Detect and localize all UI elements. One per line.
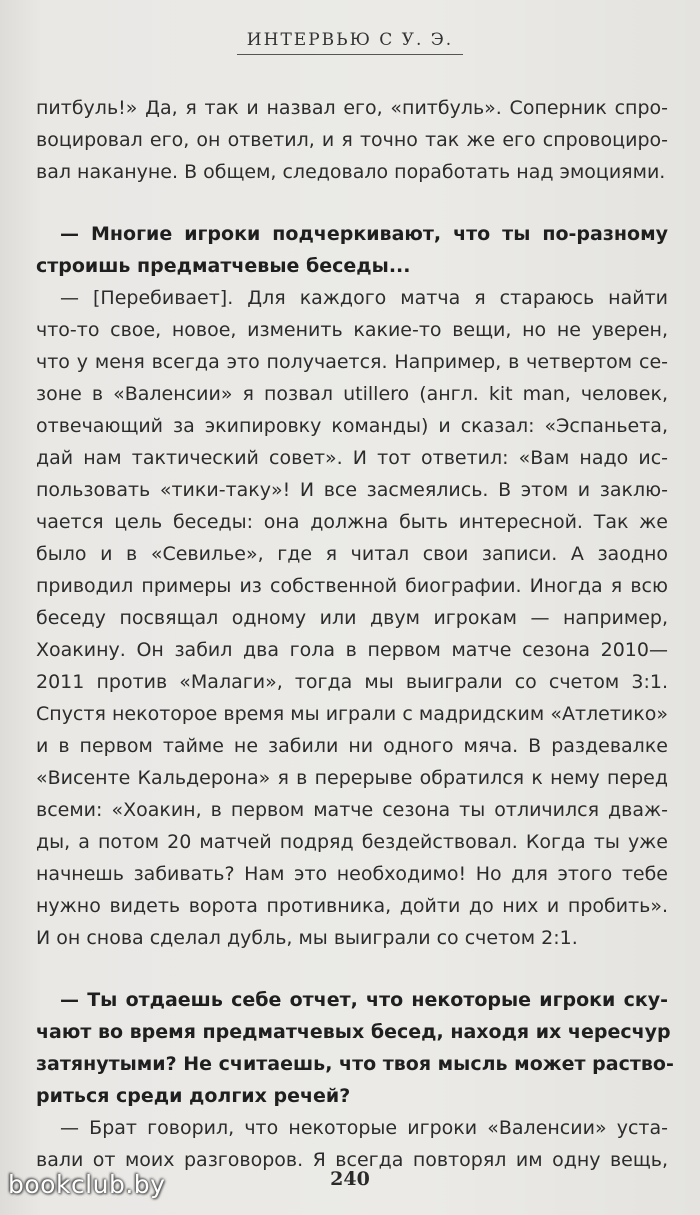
text-line: затянутыми? Не считаешь, что твоя мысль может раство- <box>36 1053 674 1075</box>
text-line: вали от моих разговоров. Я всегда повторял им одну вещь, <box>36 1149 668 1171</box>
text-line: риться среди долгих речей? <box>36 1085 351 1107</box>
text-line: питбуль!» Да, я так и назвал его, «питбуль». Соперник спро- <box>36 97 668 119</box>
running-head-text: ИНТЕРВЬЮ С У. Э. <box>237 30 463 55</box>
text-line: что у меня всегда это получается. Например, в четвертом се- <box>36 351 668 373</box>
text-line: беседу посвящал одному или двум игрокам — например, <box>36 607 668 629</box>
text-line: было и в «Севилье», где я читал свои записи. А заодно <box>36 543 668 565</box>
text-line: начнешь забивать? Нам это необходимо! Но для этого тебе <box>36 863 668 885</box>
text-line: И он снова сделал дубль, мы выиграли со счетом 2:1. <box>36 927 578 949</box>
text-line: 2011 против «Малаги», тогда мы выиграли со счетом 3:1. <box>36 671 668 693</box>
watermark: bookclub.by <box>8 1170 166 1199</box>
text-line: всеми: «Хоакин, в первом матче сезона ты отличился дваж- <box>36 799 668 821</box>
text-line: — Брат говорил, что некоторые игроки «Валенсии» уста- <box>60 1117 668 1139</box>
text-line: Хоакину. Он забил два гола в первом матче сезона 2010— <box>36 639 668 661</box>
text-line: чают во время предматчевых бесед, находя их чересчур <box>36 1021 671 1043</box>
text-line: и в первом тайме не забили ни одного мяча. В раздевалке <box>36 735 668 757</box>
running-head <box>0 30 700 55</box>
text-line: — Многие игроки подчеркивают, что ты по-разному <box>60 223 668 245</box>
paragraph-gap <box>36 188 668 218</box>
text-line: — [Перебивает]. Для каждого матча я стараюсь найти <box>60 287 668 309</box>
body-text <box>36 92 674 1176</box>
text-line: строишь предматчевые беседы... <box>36 255 411 277</box>
text-line: вал накануне. В общем, следовало поработать над эмоциями. <box>36 161 666 183</box>
text-line: воцировал его, он ответил, и я точно так же его спровоциро- <box>36 129 668 151</box>
text-line: дай нам тактический совет». И тот ответил: «Вам надо ис- <box>36 447 668 469</box>
text-line: чается цель беседы: она должна быть интересной. Так же <box>36 511 668 533</box>
text-line: зоне в «Валенсии» я позвал utillero (англ. kit man, человек, <box>36 383 668 405</box>
text-line: «Висенте Кальдерона» я в перерыве обратился к нему перед <box>36 767 668 789</box>
page-number: 240 <box>330 1168 370 1190</box>
text-line: Спустя некоторое время мы играли с мадридским «Атлетико» <box>36 703 668 725</box>
text-line: — Ты отдаешь себе отчет, что некоторые игроки ску- <box>60 989 668 1011</box>
text-line: нужно видеть ворота противника, дойти до них и пробить». <box>36 895 668 917</box>
text-line: ды, а потом 20 матчей подряд бездействовал. Когда ты уже <box>36 831 668 853</box>
text-line: отвечающий за экипировку команды) и сказал: «Эспаньета, <box>36 415 668 437</box>
text-line: пользовать «тики-таку»! И все засмеялись. В этом и заклю- <box>36 479 668 501</box>
text-line: что-то свое, новое, изменить какие-то вещи, но не уверен, <box>36 319 668 341</box>
text-line: приводил примеры из собственной биографии. Иногда я всю <box>36 575 668 597</box>
paragraph-gap <box>36 954 668 984</box>
